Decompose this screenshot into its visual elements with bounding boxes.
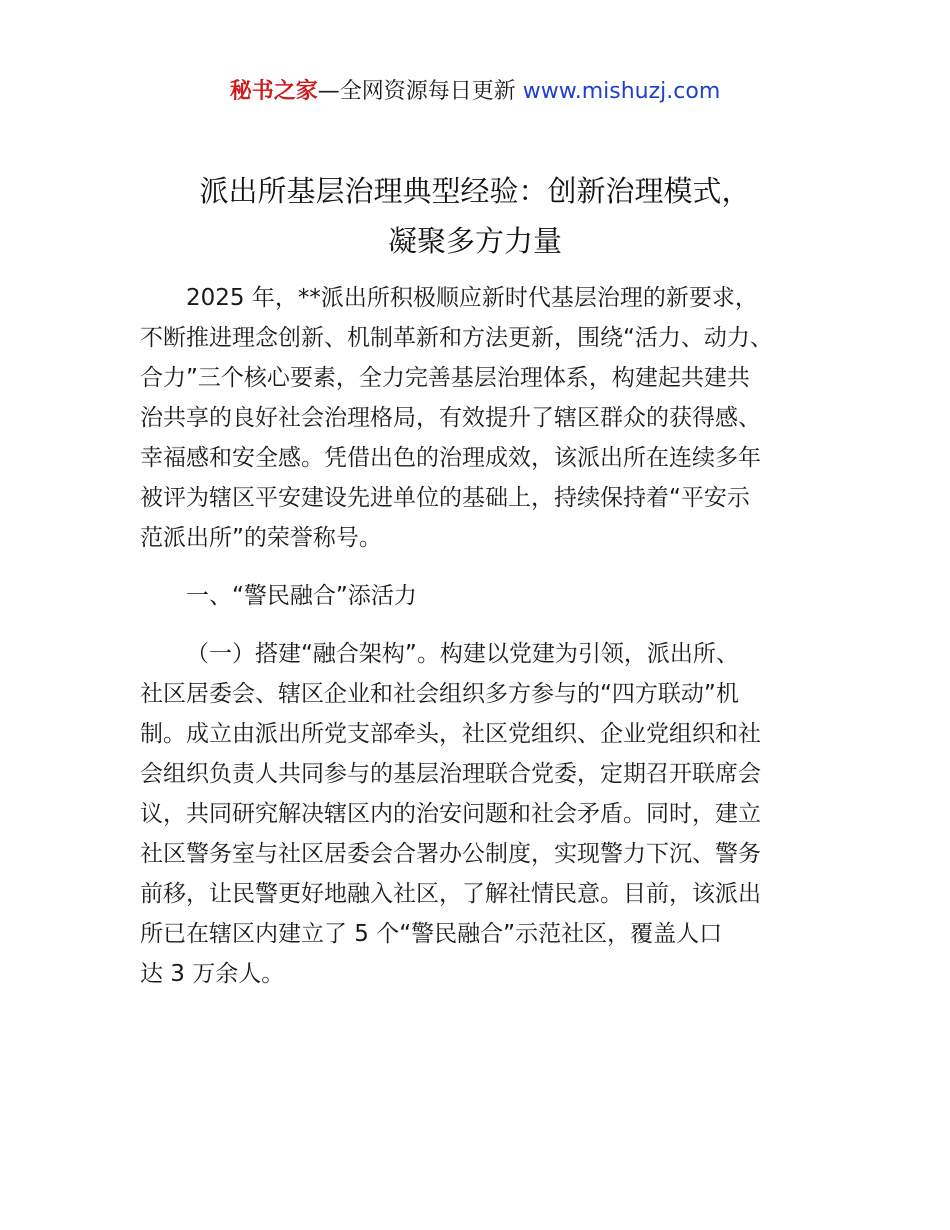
paragraph-line: 社区居委会、辖区企业和社会组织多方参与的“四方联动”机 (140, 681, 739, 707)
paragraph-line: 治共享的良好社会治理格局，有效提升了辖区群众的获得感、 (140, 405, 761, 431)
title-line-2: 凝聚多方力量 (387, 224, 562, 258)
site-brand: 秘书之家 (229, 79, 318, 104)
site-tagline: —全网资源每日更新 (317, 79, 516, 104)
paragraph-line: （一）搭建“融合架构”。构建以党建为引领，派出所、 (186, 641, 739, 667)
section-heading: 一、“警民融合”添活力 (186, 583, 417, 609)
title-line-1: 派出所基层治理典型经验：创新治理模式， (199, 174, 751, 208)
document-body (140, 278, 820, 994)
paragraph-line: 所已在辖区内建立了 5 个“警民融合”示范社区，覆盖人口 (140, 921, 723, 947)
paragraph-line: 社区警务室与社区居委会合署办公制度，实现警力下沉、警务 (140, 841, 761, 867)
paragraph-line: 范派出所”的荣誉称号。 (140, 525, 382, 551)
paragraph-intro (140, 278, 820, 558)
paragraph-line: 被评为辖区平安建设先进单位的基础上，持续保持着“平安示 (140, 485, 750, 511)
paragraph-line: 会组织负责人共同参与的基层治理联合党委，定期召开联席会 (140, 761, 761, 787)
site-url-link[interactable]: www.mishuzj.com (522, 79, 721, 104)
paragraph-line: 制。成立由派出所党支部牵头，社区党组织、企业党组织和社 (140, 721, 761, 747)
paragraph-line: 幸福感和安全感。凭借出色的治理成效，该派出所在连续多年 (140, 445, 761, 471)
site-header (0, 76, 950, 108)
paragraph-line: 不断推进理念创新、机制革新和方法更新，围绕“活力、动力、 (140, 325, 773, 351)
document-title (0, 166, 950, 266)
paragraph-line: 达 3 万余人。 (140, 961, 285, 987)
paragraph-line: 合力”三个核心要素，全力完善基层治理体系，构建起共建共 (140, 365, 750, 391)
paragraph-line: 议，共同研究解决辖区内的治安问题和社会矛盾。同时，建立 (140, 801, 761, 827)
paragraph-line: 2025 年，**派出所积极顺应新时代基层治理的新要求， (186, 285, 758, 311)
paragraph-fusion-structure (140, 634, 820, 994)
paragraph-line: 前移，让民警更好地融入社区，了解社情民意。目前，该派出 (140, 881, 761, 907)
